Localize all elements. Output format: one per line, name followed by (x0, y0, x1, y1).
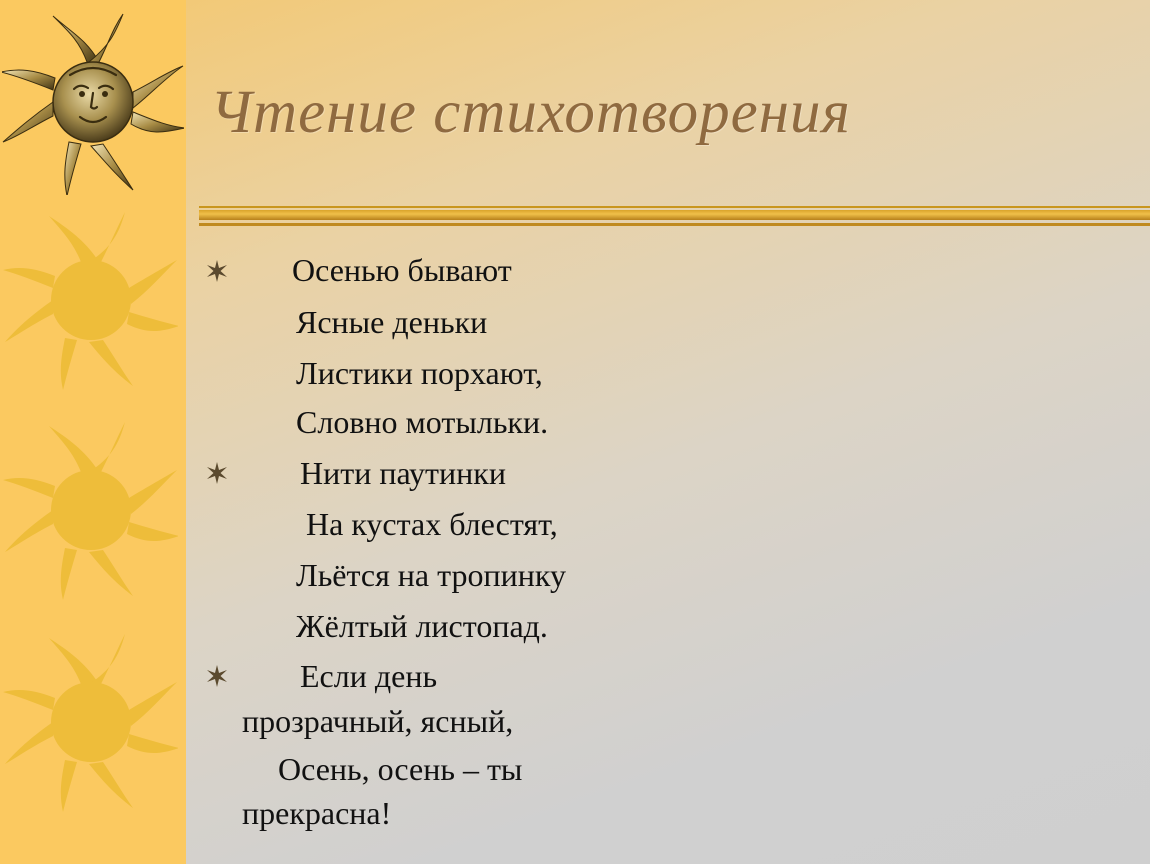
poem-line: Словно мотыльки. (296, 404, 549, 440)
poem-line: На кустах блестят, (306, 506, 558, 542)
star-bullet-icon (205, 664, 229, 688)
slide-title: Чтение стихотворения (210, 79, 851, 146)
poem-line: Ясные деньки (296, 304, 488, 340)
poem-line: Если день (300, 658, 438, 694)
poem-line: Льётся на тропинку (296, 557, 566, 593)
poem-line: Осенью бывают (292, 252, 512, 288)
poem-line: Листики порхают, (296, 355, 543, 391)
poem-line: прекрасна! (242, 795, 392, 831)
poem-line: Нити паутинки (300, 455, 506, 491)
poem-line: Жёлтый листопад. (296, 608, 548, 644)
star-bullet-icon (205, 259, 229, 283)
star-bullet-icon (205, 461, 229, 485)
poem-line: Осень, осень – ты (278, 751, 523, 787)
poem-line: прозрачный, ясный, (242, 703, 514, 739)
